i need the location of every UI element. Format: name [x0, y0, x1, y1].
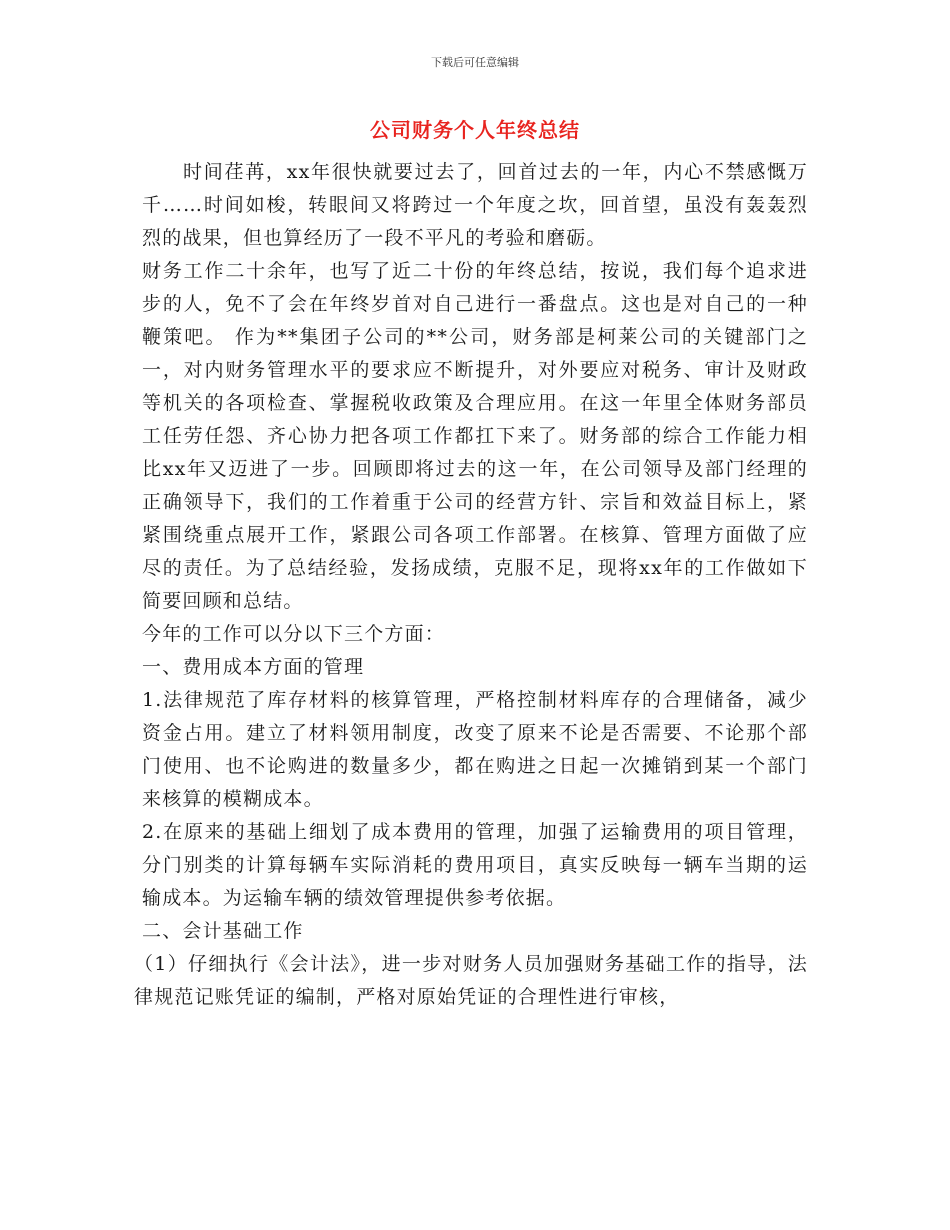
section-heading-cost: 一、费用成本方面的管理: [142, 656, 365, 678]
paragraph-accounting-1: （1）仔细执行《会计法》，进一步对财务人员加强财务基础工作的指导，法律规范记账凭证的编制，严格对原始凭证的合理性进行审核，: [134, 953, 808, 1008]
page-header: 下载后可任意编辑: [431, 56, 519, 69]
document-title: 公司财务个人年终总结: [370, 118, 580, 142]
paragraph-item-1: 1.法律规范了库存材料的核算管理，严格控制材料库存的合理储备，减少资金占用。建立了材料领用制度，改变了原来不论是否需要、不论那个部门使用、也不论购进的数量多少，都在购进之日起一次摊销到某一个部门来核算的模糊成本。: [142, 689, 808, 810]
paragraph-item-2: 2.在原来的基础上细划了成本费用的管理，加强了运输费用的项目管理，分门别类的计算每辆车实际消耗的费用项目，真实反映每一辆车当期的运输成本。为运输车辆的绩效管理提供参考依据。: [142, 821, 808, 909]
paragraph-aspects: 今年的工作可以分以下三个方面：: [142, 623, 446, 645]
paragraph-intro: 时间荏苒，xx年很快就要过去了，回首过去的一年，内心不禁感慨万千……时间如梭，转眼间又将跨过一个年度之坎，回首望，虽没有轰轰烈烈的战果，但也算经历了一段不平凡的考验和磨砺。: [142, 161, 808, 249]
paragraph-overview: 财务工作二十余年，也写了近二十份的年终总结，按说，我们每个追求进步的人，免不了会在年终岁首对自己进行一番盘点。这也是对自己的一种鞭策吧。 作为**集团子公司的**公司，财务部是柯莱公司的关键部门之一，对内财务管理水平的要求应不断提升，对外要应对税务、审计及财政等机关的各项检查、掌握税收政策及合理应用。在这一年里全体财务部员工任劳任怨、齐心协力把各项工作都扛下来了。财务部的综合工作能力相比xx年又迈进了一步。回顾即将过去的这一年，在公司领导及部门经理的正确领导下，我们的工作着重于公司的经营方针、宗旨和效益目标上，紧紧围绕重点展开工作，紧跟公司各项工作部署。在核算、管理方面做了应尽的责任。为了总结经验，发扬成绩，克服不足，现将xx年的工作做如下简要回顾和总结。: [142, 260, 808, 612]
document-body: [134, 156, 808, 1014]
section-heading-accounting: 二、会计基础工作: [142, 920, 304, 942]
